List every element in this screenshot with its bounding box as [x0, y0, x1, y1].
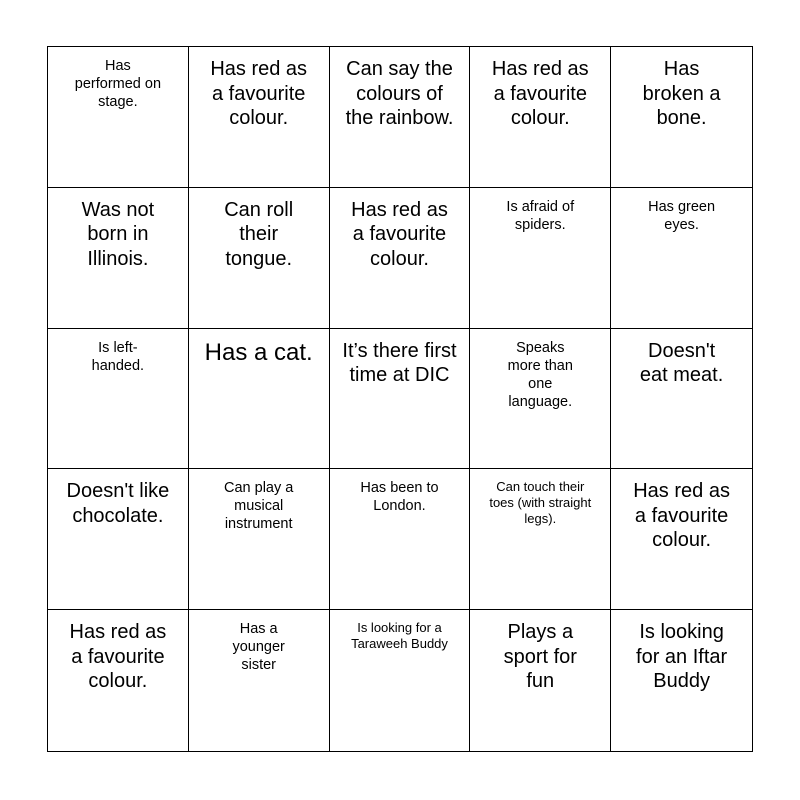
bingo-cell-text: Plays a sport for fun — [503, 621, 577, 693]
bingo-cell-text: Is left-handed. — [91, 339, 145, 374]
bingo-cell-text: Has red as a favourite colour. — [351, 198, 448, 270]
bingo-cell-text: Is afraid of spiders. — [506, 198, 575, 233]
bingo-cell-text: Has red as a favourite colour. — [210, 58, 308, 129]
bingo-cell-text: It’s there first time at DIC — [342, 339, 457, 387]
bingo-cell-text: Has broken a bone. — [642, 58, 721, 129]
bingo-cell[interactable] — [189, 610, 330, 751]
bingo-cell-text: Has been to London. — [360, 480, 439, 515]
bingo-cell-text: Can roll their tongue. — [224, 198, 294, 270]
bingo-cell[interactable] — [470, 469, 611, 610]
bingo-cell[interactable] — [470, 329, 611, 470]
bingo-cell-text: Can say the colours of the rainbow. — [345, 58, 454, 129]
bingo-cell-text: Is looking for a Taraweeh Buddy — [351, 620, 448, 652]
bingo-cell-text: Has a younger sister — [232, 621, 285, 674]
bingo-cell[interactable] — [189, 469, 330, 610]
bingo-cell-text: Has performed on stage. — [74, 58, 162, 110]
bingo-cell[interactable] — [611, 329, 752, 470]
bingo-cell[interactable] — [611, 469, 752, 610]
bingo-cell[interactable] — [330, 469, 471, 610]
bingo-cell-text: Speaks more than one language. — [507, 339, 573, 410]
bingo-cell-text: Has a cat. — [204, 338, 313, 366]
bingo-cell[interactable] — [330, 47, 471, 188]
bingo-cell[interactable] — [470, 47, 611, 188]
bingo-cell[interactable] — [189, 47, 330, 188]
bingo-cell[interactable] — [48, 188, 189, 329]
bingo-cell-text: Can play a musical instrument — [224, 480, 294, 533]
bingo-cell[interactable] — [48, 47, 189, 188]
bingo-cell-text: Has red as a favourite colour. — [633, 480, 730, 552]
bingo-cell[interactable] — [48, 329, 189, 470]
bingo-cell[interactable] — [611, 188, 752, 329]
bingo-cell[interactable] — [330, 188, 471, 329]
bingo-cell[interactable] — [189, 329, 330, 470]
bingo-cell[interactable] — [189, 188, 330, 329]
bingo-cell-text: Has red as a favourite colour. — [491, 58, 589, 129]
bingo-card — [47, 46, 753, 752]
bingo-cell-text: Doesn't like chocolate. — [66, 480, 170, 527]
bingo-cell[interactable] — [48, 469, 189, 610]
bingo-cell-text: Was not born in Illinois. — [81, 198, 155, 270]
bingo-cell-text: Has green eyes. — [648, 198, 716, 233]
bingo-cell[interactable] — [470, 610, 611, 751]
bingo-cell-text: Is looking for an Iftar Buddy — [636, 621, 728, 693]
bingo-cell-text: Can touch their toes (with straight legs). — [489, 479, 592, 527]
bingo-cell[interactable] — [611, 47, 752, 188]
bingo-cell[interactable] — [330, 610, 471, 751]
bingo-cell-text: Doesn't eat meat. — [639, 339, 724, 387]
bingo-cell[interactable] — [611, 610, 752, 751]
bingo-cell[interactable] — [470, 188, 611, 329]
bingo-cell[interactable] — [48, 610, 189, 751]
bingo-cell[interactable] — [330, 329, 471, 470]
bingo-cell-text: Has red as a favourite colour. — [69, 621, 167, 693]
